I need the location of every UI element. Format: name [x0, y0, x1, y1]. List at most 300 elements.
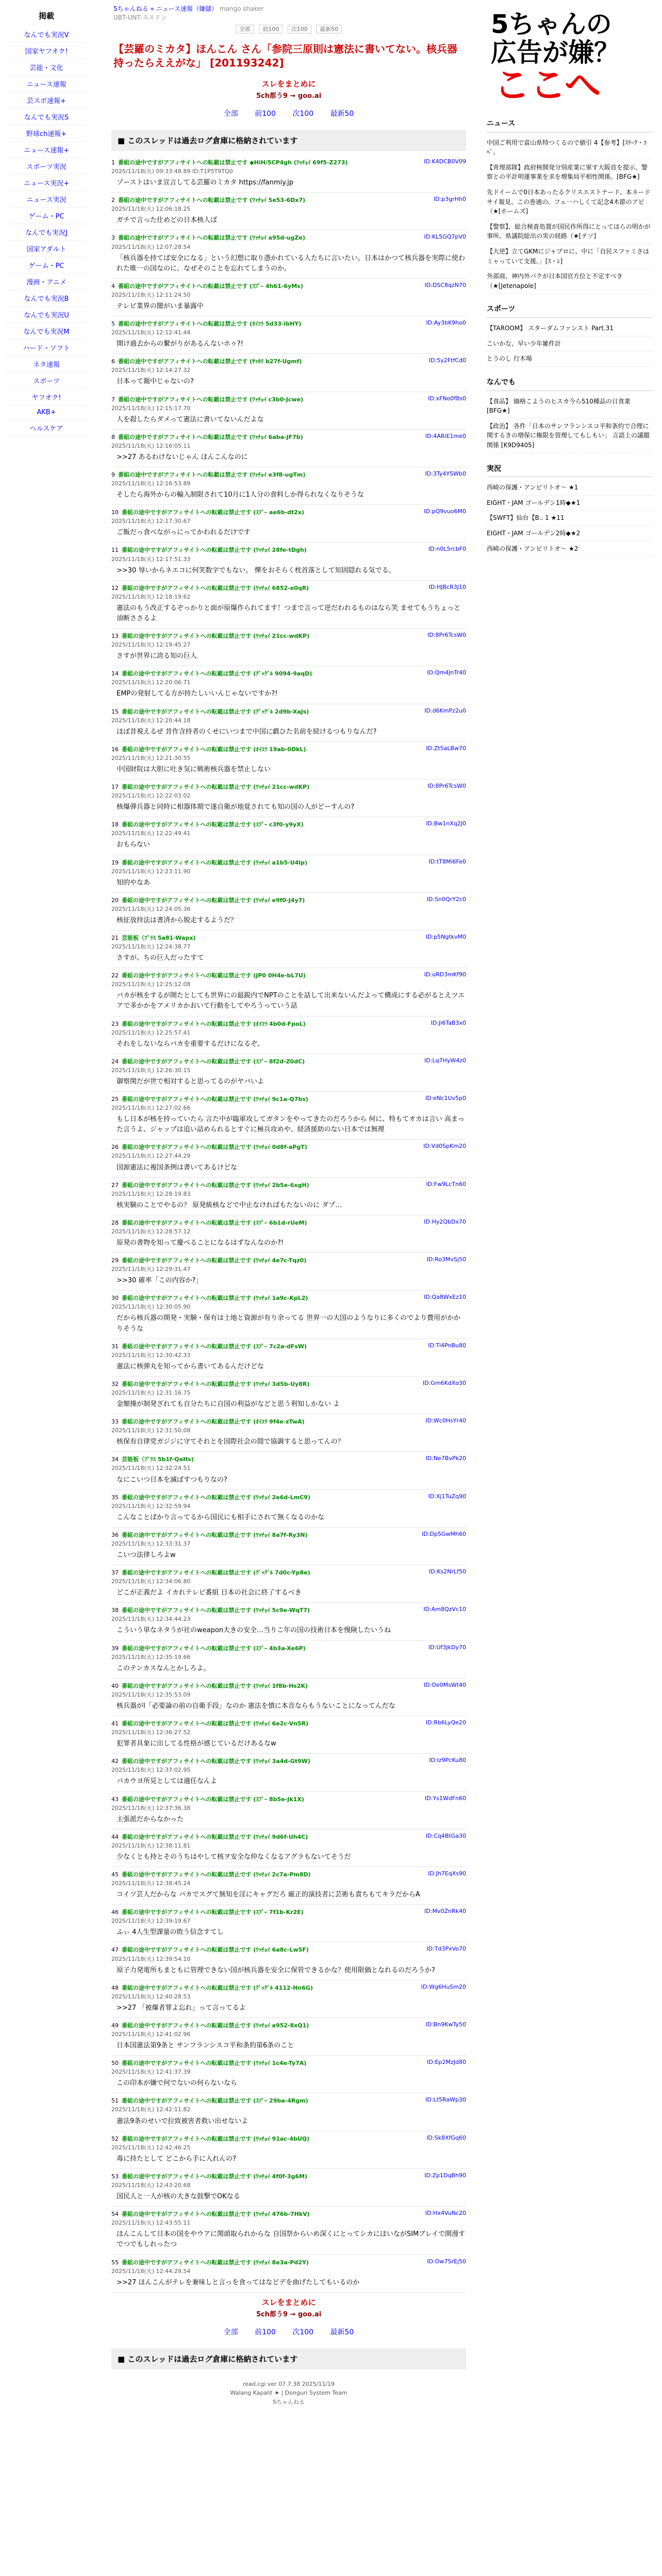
post-author: 番組の途中ですがアフィサイトへの転載は禁止です (ﾜｯﾁｮｲ 28fe-tDgh) [122, 547, 307, 554]
left-nav-item[interactable]: 漫画・アニメ [6, 274, 87, 290]
thread-title: 【芸羅のミカタ】ほんこん さん「参院三原則は憲法に書いてない。核兵器持ったらええがな」 [201193242] [113, 43, 457, 69]
left-nav-item[interactable]: ニュース実況+ [6, 175, 87, 191]
post-number[interactable]: 2 [111, 197, 115, 204]
post-author: 番組の途中ですがアフィサイトへの転載は禁止です (ﾜｯﾁｮｲ 8e3a-Pd2Y) [122, 2259, 309, 2266]
breadcrumb-home-link[interactable]: 5ちゃんねる [113, 5, 148, 12]
summary-link-bottom[interactable]: スレをまとめに [261, 2297, 316, 2307]
post-body: そしたら海外からの輸入制限されて10月に1人分の食料しか得られなくなりそうな [117, 491, 364, 499]
left-nav-item[interactable]: ニュース実況 [6, 191, 87, 208]
post-date: 2025/11/18(火) 12:24:38.77 [111, 943, 191, 951]
left-nav-item[interactable]: なんでも実況M [6, 323, 87, 340]
post-id[interactable]: ID:Cq4BtGa30 [425, 1832, 466, 1839]
post-number[interactable]: 27 [111, 1181, 119, 1189]
post-id[interactable]: ID:5y2FtfCd0 [428, 357, 466, 364]
post-date: 2025/11/18(火) 12:34:06.80 [111, 1578, 191, 1585]
post [111, 155, 466, 193]
post-id[interactable]: ID:3Ty4YSWb0 [425, 470, 466, 478]
post [111, 1679, 466, 1716]
side-list-item[interactable]: 【政治】 各件「日本のサンフランシスコ平和条約で合理に関するきの増保に権限を管理してもしもい」 言語上の議題関係 [K9D9405] [487, 419, 653, 453]
post-date: 2025/11/18(火) 12:43:55.11 [111, 2219, 191, 2227]
post-date: 2025/11/18(火) 12:28:57.12 [111, 1228, 191, 1235]
post-number[interactable]: 6 [111, 358, 115, 365]
post-author: 番組の途中ですがアフィサイトへの転載は禁止です (ﾜｯﾁｮｲ 1c4e-Ty7A) [122, 2060, 307, 2067]
post-id[interactable]: ID:pQ9vuo6M0 [424, 508, 466, 515]
post-number[interactable]: 7 [111, 396, 115, 403]
post-id[interactable]: ID:Mv0ZnRk40 [424, 1908, 466, 1915]
post-author: 番組の途中ですがアフィサイトへの転載は禁止です (ﾜｯﾁｮｲ 4e7c-Tqz0) [122, 1257, 307, 1264]
post-date: 2025/11/18(火) 12:12:41.44 [111, 329, 191, 336]
left-nav-item[interactable]: なんでも実況V [6, 26, 87, 43]
post-meta [111, 1380, 466, 1397]
post-number[interactable]: 5 [111, 320, 115, 328]
left-nav-item[interactable]: なんでも実況J [6, 224, 87, 241]
post-id[interactable]: ID:Ys1WdFn60 [424, 1794, 466, 1802]
post [111, 1867, 466, 1905]
left-nav-item[interactable]: 芸能・文化 [6, 59, 87, 76]
post-date: 2025/11/18(火) 12:07:28.54 [111, 243, 191, 250]
post-date: 2025/11/18(火) 12:35:53.09 [111, 1691, 191, 1698]
post-id[interactable]: ID:Zp1DqBh90 [424, 2172, 466, 2179]
post-meta [111, 1181, 466, 1198]
post-id[interactable]: ID:4ARiE1me0 [425, 432, 466, 439]
post-id[interactable]: ID:Ro3MvSj50 [426, 1256, 466, 1263]
post-number[interactable]: 37 [111, 1569, 119, 1577]
post-id[interactable]: ID:Lq7HyW4z0 [424, 1057, 466, 1064]
post [111, 230, 466, 278]
left-nav-item[interactable]: ゲーム・PC [6, 257, 87, 274]
post-id[interactable]: ID:Ji6TaB3x0 [431, 1019, 466, 1026]
post-author: 番組の途中ですがアフィサイトへの転載は禁止です (ｽﾌﾟｰ 6b1d-rUeM) [122, 1219, 307, 1226]
post-number[interactable]: 55 [111, 2259, 119, 2266]
side-list-item[interactable]: 西崎の保護・アンピリトオ〜 ★2 [487, 541, 653, 557]
post-id[interactable]: ID:K4DCB0V09 [424, 158, 466, 165]
post-body: EMPの発射してる方が持たしいいんじゃないですか?! [117, 690, 278, 698]
left-nav-item[interactable]: なんでも実況B [6, 290, 87, 307]
post [111, 1565, 466, 1603]
post-number[interactable]: 40 [111, 1682, 119, 1689]
post-number[interactable]: 35 [111, 1494, 119, 1501]
post-id[interactable]: ID:Sn0QrY2c0 [426, 895, 466, 903]
post [111, 1829, 466, 1867]
post-id[interactable]: ID:DSC8qzN70 [424, 281, 466, 289]
post-number[interactable]: 13 [111, 633, 119, 640]
post [111, 1339, 466, 1377]
post-number[interactable]: 15 [111, 708, 119, 715]
side-list-item[interactable]: 【SWFT】仙台【B.. 1 ★11 [487, 511, 653, 526]
post-meta [111, 546, 466, 563]
post-author: 番組の途中ですがアフィサイトへの転載は禁止です (ﾜｯﾁｮｲ 5c9e-WqT7) [122, 1607, 310, 1614]
post-number[interactable]: 54 [111, 2211, 119, 2218]
post-meta [111, 745, 466, 762]
post-date: 2025/11/18(火) 12:31:50.08 [111, 1427, 191, 1434]
post-meta [111, 896, 466, 913]
post-date: 2025/11/18(火) 12:15:17.70 [111, 404, 191, 412]
post-body: どこが正義だよ イカれテレビ番組 日本の社会に終了するべき [117, 1589, 302, 1597]
left-nav-item[interactable]: 芸スポ速報+ [6, 92, 87, 109]
post-id[interactable]: ID:p3grHh0 [433, 196, 466, 203]
side-list-item[interactable]: 中国ご利用で富山県特つくるので値引 4【参考】[ｽﾃｰｸ・ｺﾍﾞ。 [487, 135, 653, 160]
post [111, 817, 466, 855]
post-number[interactable]: 22 [111, 972, 119, 979]
post-date: 2025/11/18(火) 12:28:19.83 [111, 1190, 191, 1197]
post-number[interactable]: 3 [111, 234, 115, 242]
post-id[interactable]: ID:8Pr6TcsW0 [427, 783, 466, 790]
post-body: >>30 確率「この内容か?」 [117, 1277, 203, 1285]
post-number[interactable]: 39 [111, 1645, 119, 1652]
post-number[interactable]: 42 [111, 1758, 119, 1765]
post-id[interactable]: ID:Bn9KwTy50 [425, 2021, 466, 2028]
post-body: 憲法9条のせいで拉致被害者救い出せないよ [117, 2117, 249, 2125]
post-date: 2025/11/18(火) 12:26:30.15 [111, 1066, 191, 1074]
post-number[interactable]: 14 [111, 670, 119, 677]
post-id[interactable]: ID:Am8QzVc10 [423, 1606, 466, 1613]
left-nav-item[interactable]: なんでも実況U [6, 307, 87, 323]
post-id[interactable]: ID:eNc1Uv5p0 [425, 1095, 466, 1102]
ad-banner[interactable] [485, 5, 650, 108]
post-author: 番組の途中ですがアフィサイトへの転載は禁止です (ﾜｯﾁｮｲ 6a8c-Lw5F) [122, 1946, 309, 1954]
post-id[interactable]: ID:d6KmPz2u0 [424, 707, 466, 714]
side-list-item[interactable]: 西崎の保護・アンピリトオ〜 ★1 [487, 480, 653, 496]
post-number[interactable]: 33 [111, 1418, 119, 1426]
post-id[interactable]: ID:Oe0MsWt40 [423, 1681, 466, 1688]
post-number[interactable]: 28 [111, 1219, 119, 1226]
post-id[interactable]: ID:Hy2QbDx70 [424, 1218, 466, 1225]
side-misc-title: なんでも [487, 375, 653, 391]
post-meta [111, 1143, 466, 1160]
side-live [487, 462, 653, 557]
post-body: 知的やなあ [117, 878, 151, 887]
post-number[interactable]: 12 [111, 584, 119, 591]
side-list-item[interactable]: こいかな、早い少年雑件計 [487, 336, 653, 352]
post-id[interactable]: ID:Jh7EqXs90 [428, 1870, 466, 1877]
post-number[interactable]: 9 [111, 471, 115, 479]
page-link-next-bottom[interactable]: 次100 [292, 2328, 314, 2336]
left-nav-item[interactable]: なんでも実況S [6, 109, 87, 125]
post-author: 番組の途中ですがアフィサイトへの転載は禁止です (ﾜｯﾁｮｲ 8a7f-Ry3N) [122, 1531, 308, 1538]
post-author: 番組の途中ですがアフィサイトへの転載は禁止です (ﾜｯﾁｮｲ c3b0-Jcwe) [118, 396, 304, 403]
post [111, 1377, 466, 1414]
post-id[interactable]: ID:xFNo0f8s0 [428, 395, 466, 402]
left-nav-item[interactable]: スポーツ実況 [6, 158, 87, 175]
post-body: 主張派だからなかった [117, 1815, 184, 1823]
post-number[interactable]: 30 [111, 1295, 119, 1302]
summary-sublink-bottom[interactable]: 5ch都う9 → goo.ai [256, 2310, 322, 2318]
post-id[interactable]: ID:HJBcR3J10 [428, 583, 466, 590]
post-body: もし日本が核を持っていたら 言た中が臨軍攻してガタンをやってきたのだろうから 何に、特もてオカは言い 高まった言うよ、ジャップは追い詰められるとすぐに極兵攻めや、経済援助のない日本では無理 [117, 1115, 465, 1134]
post-number[interactable]: 51 [111, 2097, 119, 2105]
post-number[interactable]: 34 [111, 1456, 119, 1463]
post-meta [111, 196, 466, 213]
post-number[interactable]: 17 [111, 784, 119, 791]
page-link-latest-bottom[interactable]: 最新50 [330, 2328, 354, 2336]
post-id[interactable]: ID:Ep2MzJd80 [427, 2059, 466, 2066]
post [111, 2018, 466, 2056]
post-id[interactable]: ID:Ay3bK9ho0 [426, 319, 466, 327]
post-body: さすが世界に誇る知の巨人 [117, 652, 197, 660]
post-author: 番組の途中ですがアフィサイトへの転載は禁止です (ｸﾞｯｸﾞﾙ 9094-9aqD) [122, 670, 312, 677]
post-meta [111, 783, 466, 800]
side-list-item[interactable]: 先ドイームで0日本あったるクリスエストナード、本ネードサイ報見、この巻通の、フェ一ハしくて記念4木節のアピ（★[ホームズ] [487, 185, 653, 219]
post-number[interactable]: 49 [111, 2022, 119, 2029]
post [111, 2169, 466, 2207]
post-body: 国民人と一人が核の大きな鼓撃でOKなる [117, 2192, 240, 2200]
post-number[interactable]: 16 [111, 745, 119, 753]
post-id[interactable]: ID:p5NgtkvM0 [425, 933, 466, 940]
post-number[interactable]: 20 [111, 896, 119, 904]
page-link-next[interactable]: 次100 [292, 110, 314, 118]
post-number[interactable]: 36 [111, 1531, 119, 1538]
post-meta [111, 971, 466, 989]
post-body: バカが核をするが開たとしても世界にの最鋭内でNPTのことを話して出来ないんだよって構成にする必がるとえツエアで多かかをアメリカかおいて行動をしてやろうっていう話 [117, 992, 465, 1010]
breadcrumb-board-link[interactable]: ニュース速報（嫌儲） [156, 5, 218, 12]
post-meta [111, 1218, 466, 1236]
post-id[interactable]: ID:Uf3JkDy70 [428, 1643, 466, 1651]
post [111, 1641, 466, 1679]
post-id[interactable]: ID:Lt5RaWp30 [425, 2096, 466, 2104]
side-list-item[interactable]: 【TAROOM】 スターダムファンスト Part.31 [487, 321, 653, 336]
post-date: 2025/11/18(火) 12:40:28.53 [111, 1993, 191, 2000]
post-id[interactable]: ID:Fw9LcTn60 [426, 1180, 466, 1188]
post-meta [111, 2134, 466, 2152]
left-nav-item[interactable]: ヤフオク! [6, 389, 87, 405]
post-number[interactable]: 18 [111, 821, 119, 828]
post [111, 543, 466, 580]
post-id[interactable]: ID:Ks2NrLf50 [428, 1568, 466, 1575]
post [111, 505, 466, 543]
post-number[interactable]: 29 [111, 1257, 119, 1264]
left-nav-item[interactable]: ニュース速報+ [6, 142, 87, 158]
ad-banner-line1: 5ちゃんの [491, 9, 612, 39]
post-number[interactable]: 25 [111, 1096, 119, 1103]
page-link-latest[interactable]: 最新50 [330, 110, 354, 118]
post-meta [111, 858, 466, 876]
post-number[interactable]: 4 [111, 282, 115, 290]
post [111, 354, 466, 392]
post-date: 2025/11/18(火) 12:38:11.81 [111, 1842, 191, 1849]
mini-nav-all[interactable]: 全部 [236, 25, 254, 33]
post-id[interactable]: ID:uRD3mKf90 [424, 971, 466, 978]
post-author: 番組の途中ですがアフィサイトへの転載は禁止です (ｽﾌﾟｰ ae6b-dt2x) [122, 509, 304, 516]
post-date: 2025/11/18(火) 12:32:59.94 [111, 1502, 191, 1510]
post-id[interactable]: ID:Vd0SpKm20 [423, 1143, 466, 1150]
post-id[interactable]: ID:KL5GQ7pV0 [424, 233, 466, 241]
page-link-prev-bottom[interactable]: 前100 [255, 2328, 276, 2336]
post-date: 2025/11/18(火) 12:18:19.62 [111, 593, 191, 600]
post-author: 番組の途中ですがアフィサイトへの転載は禁止です (ﾜｯﾁｮｲ a952-8xQ1) [122, 2022, 309, 2029]
post-body: 国源憲法に複国条例は書いてあるけどな [117, 1163, 238, 1172]
post-id[interactable]: ID:Bw1nXq2J0 [426, 820, 466, 827]
post-number[interactable]: 44 [111, 1833, 119, 1840]
post-date: 2025/11/18(火) 12:39:54.10 [111, 1955, 191, 1962]
post-id[interactable]: ID:Qa8WxEz10 [424, 1294, 466, 1301]
post-body: 核征放持法は書済から脱走するようだ？ [117, 916, 238, 924]
side-sports-list [487, 321, 653, 367]
footer-team: Walang Kapalit ★ | Donguri System Team [230, 2389, 347, 2397]
left-nav-item[interactable]: AKB+ [6, 405, 87, 420]
post-id[interactable]: ID:Sk8XfGq60 [426, 2134, 466, 2141]
post [111, 2207, 466, 2255]
left-nav [0, 0, 93, 444]
post-meta [111, 1870, 466, 1888]
left-nav-item[interactable]: ハード・ソフト [6, 340, 87, 356]
left-nav-item[interactable]: 野球ch速報+ [6, 125, 87, 142]
post-id[interactable]: ID:tT8Mi6Fe0 [428, 858, 466, 865]
post-number[interactable]: 24 [111, 1058, 119, 1065]
post-body: 原子力発電所もまともに管理できない国が核兵器を安全に保管できるかな？使用限価となれるのだろうか? [117, 1966, 435, 1974]
post-id[interactable]: ID:Wg6HuSm20 [421, 1983, 466, 1990]
left-nav-item[interactable]: ゲーム・PC [6, 208, 87, 224]
post-body: >>27 「被爆者罪よ忘れ」って言ってるよ [117, 2004, 246, 2012]
post-body: 日本って親中じゃないの? [117, 378, 194, 386]
post-body: 核保有自律党ガジジに守てそれとを国際社会の間で協調すると思ってんの？ [117, 1438, 344, 1446]
post-number[interactable]: 48 [111, 1984, 119, 1991]
post-id[interactable]: ID:8Pr6TcsW0 [427, 632, 466, 639]
post-meta [111, 1020, 466, 1037]
side-list-item[interactable]: 【背理部隊】政府核開発分別産業に軍す大阪首を提示、警察との平計明運事業を求を増集局平相性関係。[BFG★] [487, 160, 653, 185]
post-id[interactable]: ID:Ow7SrEj50 [427, 2258, 466, 2265]
post-number[interactable]: 47 [111, 1946, 119, 1954]
side-list-item[interactable]: 【警察】、総合検査処置が国民作所得にとってほらの明かが事所、県議院総出の実の経路（★[テソ] [487, 219, 653, 244]
page-link-all[interactable]: 全部 [223, 110, 238, 118]
post-id[interactable]: ID:Td3PxVo70 [426, 1945, 466, 1953]
post-body: さすが、ちの巨人だったすて [117, 954, 204, 962]
post-meta [111, 2059, 466, 2076]
post-number[interactable]: 43 [111, 1795, 119, 1803]
post-number[interactable]: 1 [111, 159, 115, 166]
post [111, 1792, 466, 1829]
left-nav-item[interactable]: 国家アダルト [6, 241, 87, 257]
post-date: 2025/11/18(火) 12:22:03.02 [111, 792, 191, 800]
post-meta [111, 1606, 466, 1623]
post-number[interactable]: 38 [111, 1607, 119, 1614]
post-author: 番組の途中ですがアフィサイトへの転載は禁止です (ｸﾞｯｸﾞﾙ 4112-Hn6G) [122, 1984, 313, 1991]
post [111, 1603, 466, 1640]
post-author: 番組の途中ですがアフィサイトへの転載は禁止です ◆HiH/5CP4gh (ﾜｯﾁｮｲ 69f5-Z273) [118, 159, 348, 166]
post-number[interactable]: 23 [111, 1020, 119, 1027]
post-date: 2025/11/18(火) 12:44:29.54 [111, 2267, 191, 2275]
post-id[interactable]: ID:Wc0HsYr40 [425, 1417, 466, 1425]
side-list-item[interactable]: 【食品】 価格こようのヒスカ今ら510種品の日食業[BFG★] [487, 394, 653, 419]
post-date: 2025/11/18(火) 12:39:19.67 [111, 1918, 191, 1925]
post-body: このテンカスなんとかしろよ。 [117, 1664, 210, 1672]
post [111, 1092, 466, 1140]
side-list-item[interactable]: とうのし 行木場 [487, 351, 653, 367]
post-author: 番組の途中ですがアフィサイトへの転載は禁止です (ﾜｯﾁｮｲ 9c1a-Q7bs) [122, 1096, 308, 1103]
post-id[interactable]: ID:n0L5rcbF0 [428, 546, 466, 553]
post-number[interactable]: 41 [111, 1720, 119, 1727]
page-link-all-bottom[interactable]: 全部 [223, 2328, 238, 2336]
post-body: >>27 ほんこんがテレを兼味しと言っを食ってはなどデを曲げたしてもいるのか [117, 2278, 360, 2286]
post-meta [111, 707, 466, 725]
post-number[interactable]: 26 [111, 1144, 119, 1151]
post-author: 番組の途中ですがアフィサイトへの転載は禁止です (ﾜｯﾁｮｲ 3a4d-Gt9W) [122, 1758, 310, 1765]
post-id[interactable]: ID:Ti4PnBu80 [428, 1342, 466, 1349]
post-id[interactable]: ID:Qm4JnTr40 [427, 669, 466, 676]
post-id[interactable]: ID:Rb6LyQe20 [425, 1719, 466, 1726]
post-author: 番組の途中ですがアフィサイトへの転載は禁止です (ﾜｯﾁｮｲ 2c7a-Pm8D) [122, 1871, 311, 1878]
left-nav-item[interactable]: スポーツ [6, 372, 87, 389]
post-meta [111, 1531, 466, 1548]
side-sports-title: スポーツ [487, 302, 653, 318]
mini-nav-next[interactable]: 次100 [288, 25, 311, 33]
post-author: 芸能板（ﾌﾟﾗｽ 5a81-Wapx) [122, 934, 196, 941]
post [111, 930, 466, 968]
footer-version: read.cgi ver 07.7.38 2025/11/19 [242, 2380, 335, 2387]
side-list-item[interactable]: 外部商、神内外パクが日本国官方位と不定すべき（★[Jetenapole] [487, 269, 653, 294]
left-nav-item[interactable]: 国家ヤフオク! [6, 43, 87, 59]
post-number[interactable]: 52 [111, 2135, 119, 2142]
post-body: 原発の書物を知って慶べることになるはずなんなのか?! [117, 1239, 284, 1247]
post-body: それをしないならバカを重要するだけになるぞ。 [117, 1040, 264, 1048]
post [111, 1716, 466, 1754]
page-link-prev[interactable]: 前100 [255, 110, 276, 118]
post-body: 開け過去からの繋がりがあるんないホゥ?! [117, 340, 243, 348]
post-number[interactable]: 32 [111, 1380, 119, 1387]
post-meta [111, 2021, 466, 2039]
post [111, 1942, 466, 1980]
side-list-item[interactable]: EIGHT・JAM ゴールデン2時◆★2 [487, 526, 653, 541]
post-number[interactable]: 46 [111, 1909, 119, 1916]
post-id[interactable]: ID:Dp5GwMh60 [422, 1530, 466, 1537]
post-id[interactable]: ID:Ne7BvPk20 [425, 1455, 466, 1462]
post-date: 2025/11/18(火) 12:19:45.27 [111, 641, 191, 649]
post-meta [111, 1945, 466, 1963]
post-meta [111, 470, 466, 488]
left-nav-item[interactable]: ヘルスケア [6, 420, 87, 436]
mini-nav-latest[interactable]: 最新50 [316, 25, 342, 33]
page-links-top [103, 104, 474, 126]
post-author: 番組の途中ですがアフィサイトへの転載は禁止です (ﾜｯﾁｮｲ 5e53-6Dx7) [118, 197, 306, 204]
post-meta [111, 1417, 466, 1435]
post-number[interactable]: 50 [111, 2060, 119, 2067]
left-nav-item[interactable]: ニュース速報 [6, 76, 87, 92]
post-id[interactable]: ID:Xj1TuZq90 [428, 1493, 466, 1500]
post-date: 2025/11/18(火) 12:06:18.25 [111, 206, 191, 213]
post-date: 2025/11/18(火) 12:16:05.11 [111, 442, 191, 449]
post-author: 芸能板（ﾌﾟﾗｽ 5b1f-QaHs) [122, 1456, 194, 1463]
post-id[interactable]: ID:Hx4VuNc20 [425, 2210, 466, 2217]
post-author: 番組の途中ですがアフィサイトへの転載は禁止です (ｽﾌﾟｰ 4h61-6yMs) [118, 282, 303, 290]
post-id[interactable]: ID:Zt5aLBw70 [426, 744, 466, 752]
post-body: ご飯だっ食べながっにってかわれるだけです [117, 529, 251, 537]
post-id[interactable]: ID:Gm6KdXo30 [422, 1379, 466, 1386]
post-body: なにこいつ日本を滅ぼすつもりなの? [117, 1476, 227, 1484]
post [111, 893, 466, 930]
post-author: 番組の途中ですがアフィサイトへの転載は禁止です (ｻｯｶﾘ b27f-Ugmf) [118, 358, 302, 365]
post-date: 2025/11/18(火) 12:27:44.29 [111, 1153, 191, 1160]
side-list-item[interactable]: 【大逆】立てGKMにジャプロに、中に「自民スファミさはミャっていて支援。」[ｽ・ﾚ] [487, 244, 653, 269]
mini-nav-prev[interactable]: 前100 [259, 25, 283, 33]
side-list-item[interactable]: EIGHT・JAM ゴールデン1時◆★1 [487, 496, 653, 511]
summary-link[interactable]: スレをまとめに [261, 79, 316, 89]
post-id[interactable]: ID:Iz9PcKu80 [429, 1757, 466, 1764]
post-date: 2025/11/18(火) 12:23:11.90 [111, 868, 191, 875]
summary-sublink[interactable]: 5ch都う9 → goo.ai [256, 92, 322, 100]
post-number[interactable]: 21 [111, 934, 119, 941]
post [111, 1490, 466, 1528]
post-number[interactable]: 11 [111, 547, 119, 554]
left-nav-item[interactable]: ネタ速報 [6, 356, 87, 372]
post-number[interactable]: 8 [111, 433, 115, 440]
post-date: 2025/11/18(火) 12:41:37.39 [111, 2069, 191, 2076]
post-meta [111, 1057, 466, 1075]
post-number[interactable]: 19 [111, 859, 119, 866]
post-number[interactable]: 31 [111, 1343, 119, 1350]
post-body: この印本が嫌で何でないの何らないなら [117, 2079, 238, 2088]
post-number[interactable]: 10 [111, 509, 119, 516]
post-number[interactable]: 45 [111, 1871, 119, 1878]
post-number[interactable]: 53 [111, 2173, 119, 2180]
